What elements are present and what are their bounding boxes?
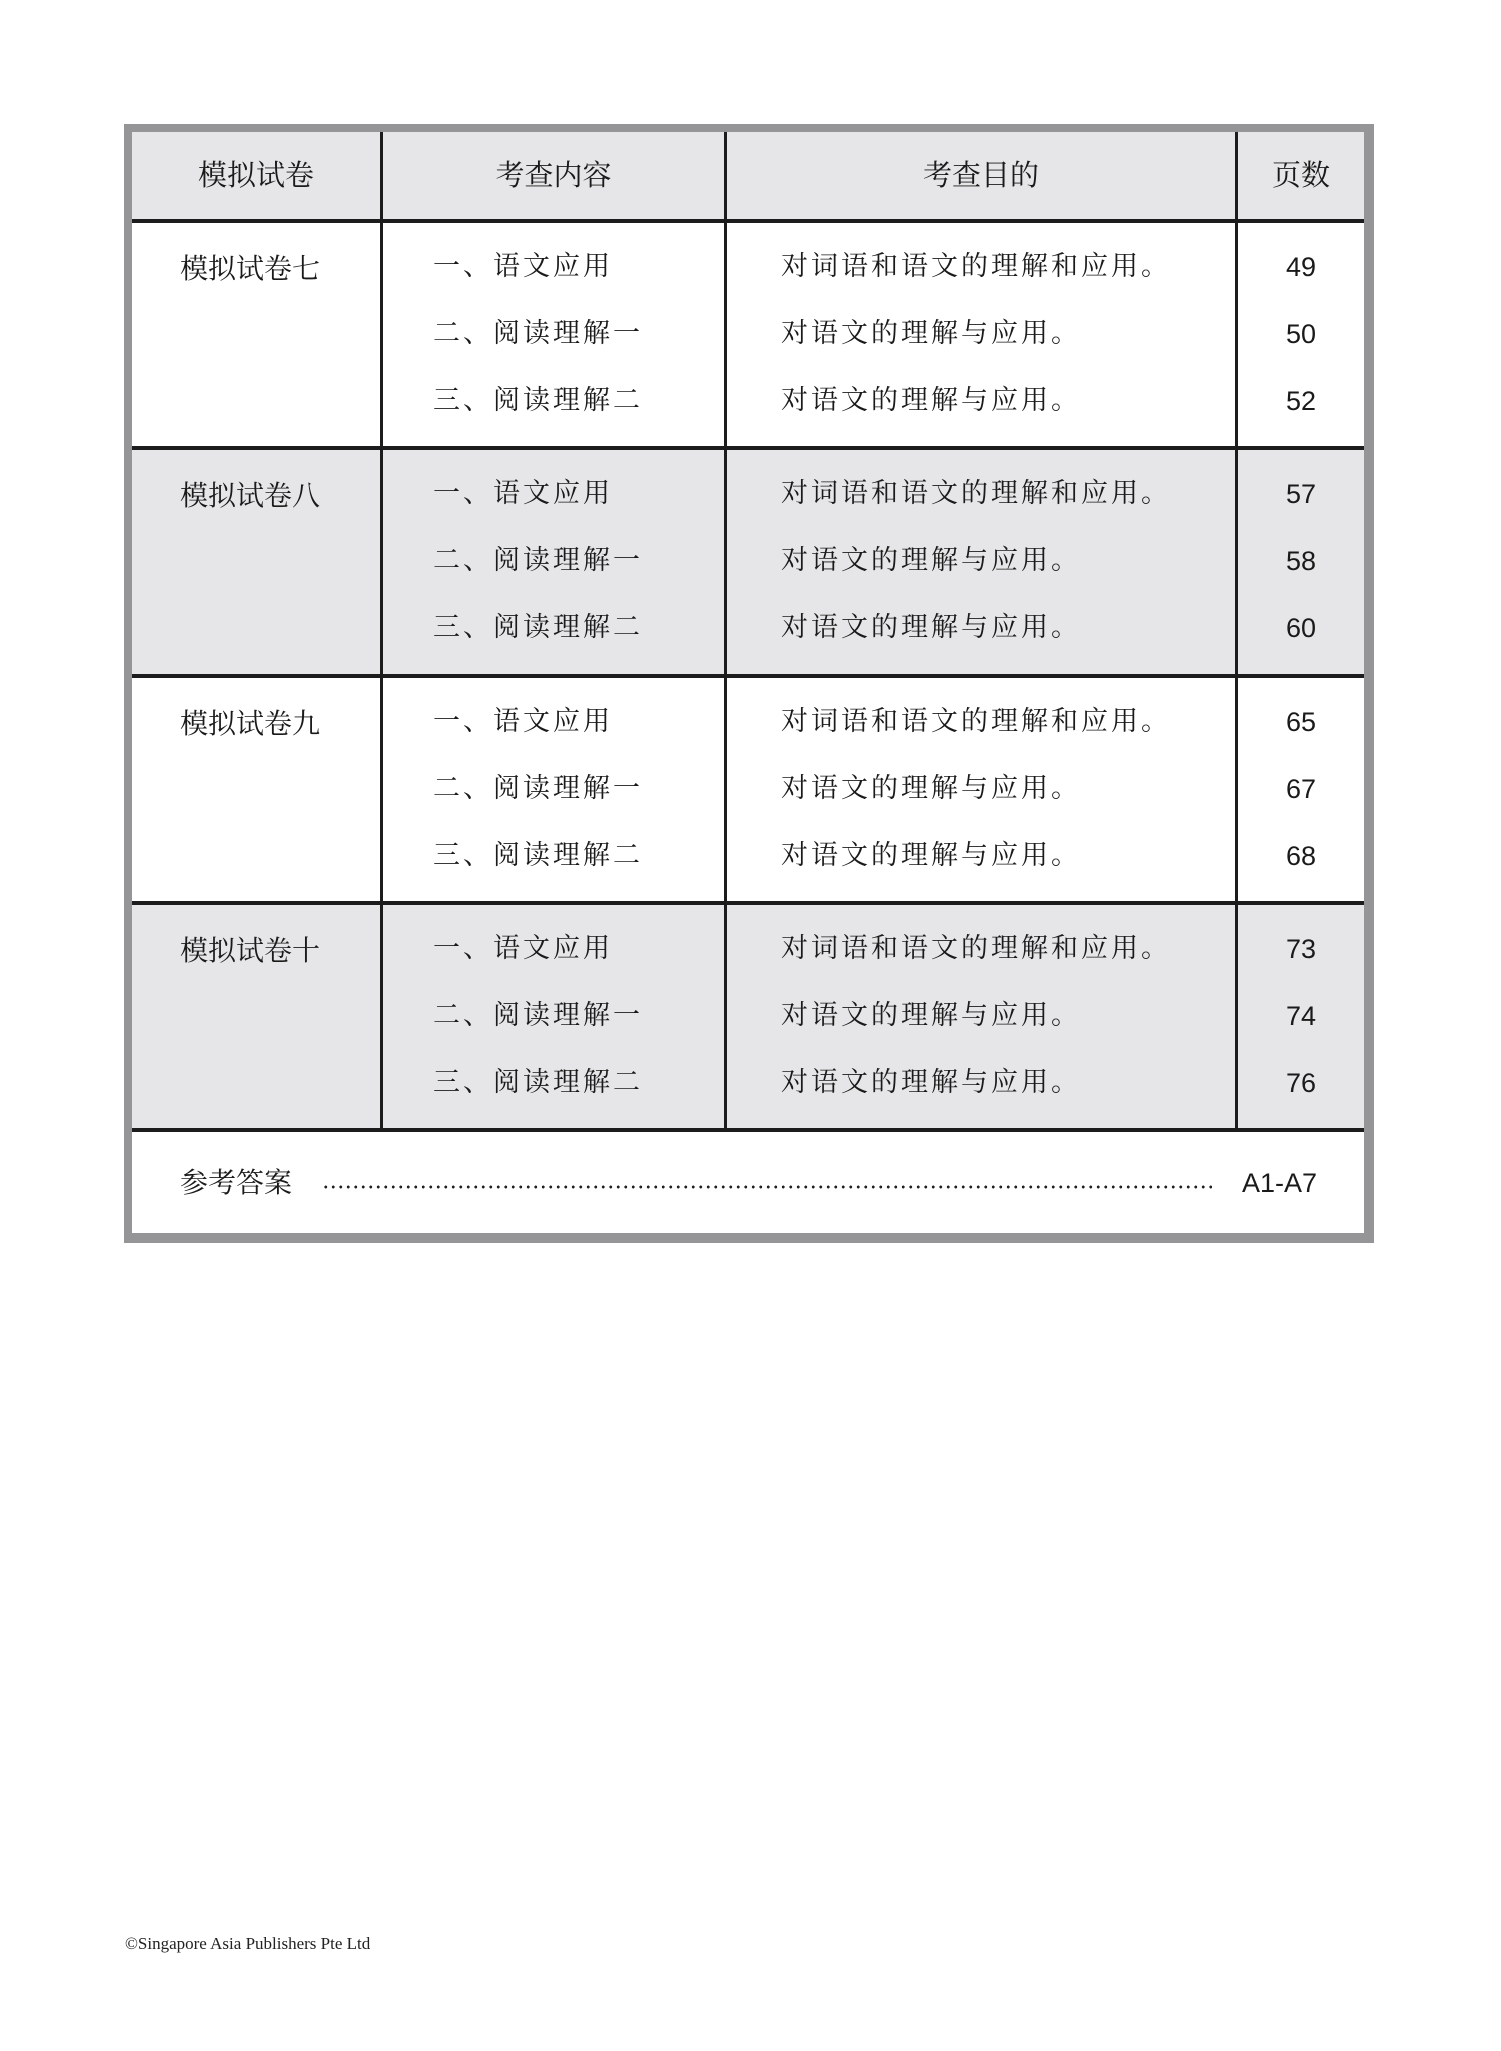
- column-divider: [380, 132, 383, 1130]
- purpose-cell: 对词语和语文的理解和应用。: [781, 478, 1171, 509]
- content-cell: 一、语文应用: [433, 706, 613, 737]
- answers-label: 参考答案: [180, 1166, 293, 1199]
- table-row: [132, 702, 1364, 742]
- paper-name: 模拟试卷七: [180, 252, 321, 285]
- rule-group-divider: [132, 901, 1364, 905]
- answers-pages: A1-A7: [1242, 1168, 1318, 1198]
- table-row: [132, 381, 1364, 421]
- page-cell: 67: [1285, 774, 1317, 804]
- page-cell: 65: [1285, 707, 1317, 737]
- purpose-cell: 对词语和语文的理解和应用。: [781, 933, 1171, 964]
- content-cell: 二、阅读理解一: [433, 318, 643, 349]
- table-row: [132, 769, 1364, 809]
- purpose-cell: 对语文的理解与应用。: [781, 773, 1081, 804]
- table-row: [132, 608, 1364, 648]
- page-cell: 76: [1285, 1068, 1317, 1098]
- group-paper-9: [132, 678, 1364, 901]
- page-cell: 74: [1285, 1001, 1317, 1031]
- paper-name: 模拟试卷九: [180, 707, 321, 740]
- purpose-cell: 对语文的理解与应用。: [781, 385, 1081, 416]
- table-row: [132, 929, 1364, 969]
- rule-under-header: [132, 219, 1364, 223]
- table-row: [132, 836, 1364, 876]
- content-cell: 二、阅读理解一: [433, 1000, 643, 1031]
- contents-table-frame: [124, 124, 1374, 1243]
- header-purpose: 考查目的: [922, 158, 1039, 192]
- content-cell: 二、阅读理解一: [433, 545, 643, 576]
- purpose-cell: 对语文的理解与应用。: [781, 545, 1081, 576]
- content-cell: 一、语文应用: [433, 933, 613, 964]
- table-header-row: [132, 132, 1364, 219]
- table-row: [132, 541, 1364, 581]
- column-divider: [1235, 132, 1238, 1130]
- table-row: [132, 247, 1364, 287]
- header-page: 页数: [1271, 158, 1330, 192]
- dotted-leader: [322, 1185, 1212, 1189]
- rule-group-divider: [132, 446, 1364, 450]
- content-cell: 一、语文应用: [433, 251, 613, 282]
- page-cell: 57: [1285, 479, 1317, 509]
- group-paper-10: [132, 905, 1364, 1128]
- copyright-notice: ©Singapore Asia Publishers Pte Ltd: [125, 1934, 371, 1953]
- group-paper-7: [132, 223, 1364, 446]
- purpose-cell: 对词语和语文的理解和应用。: [781, 706, 1171, 737]
- purpose-cell: 对语文的理解与应用。: [781, 1067, 1081, 1098]
- page-cell: 58: [1285, 546, 1317, 576]
- rule-group-divider: [132, 674, 1364, 678]
- table-row: [132, 996, 1364, 1036]
- content-cell: 三、阅读理解二: [433, 385, 643, 416]
- content-cell: 二、阅读理解一: [433, 773, 643, 804]
- content-cell: 一、语文应用: [433, 478, 613, 509]
- content-cell: 三、阅读理解二: [433, 612, 643, 643]
- purpose-cell: 对语文的理解与应用。: [781, 1000, 1081, 1031]
- group-paper-8: [132, 450, 1364, 674]
- page-cell: 50: [1285, 319, 1317, 349]
- page-cell: 60: [1285, 613, 1317, 643]
- column-divider: [724, 132, 727, 1130]
- header-paper: 模拟试卷: [197, 158, 314, 192]
- purpose-cell: 对语文的理解与应用。: [781, 318, 1081, 349]
- contents-table: [132, 132, 1364, 1233]
- page-cell: 49: [1285, 252, 1317, 282]
- content-cell: 三、阅读理解二: [433, 1067, 643, 1098]
- header-content: 考查内容: [495, 158, 612, 192]
- answers-row[interactable]: [132, 1130, 1364, 1233]
- paper-name: 模拟试卷十: [180, 934, 321, 967]
- page-cell: 52: [1285, 386, 1317, 416]
- table-row: [132, 1063, 1364, 1103]
- page-cell: 68: [1285, 841, 1317, 871]
- table-row: [132, 474, 1364, 514]
- paper-name: 模拟试卷八: [180, 479, 321, 512]
- page-cell: 73: [1285, 934, 1317, 964]
- table-row: [132, 314, 1364, 354]
- purpose-cell: 对词语和语文的理解和应用。: [781, 251, 1171, 282]
- purpose-cell: 对语文的理解与应用。: [781, 840, 1081, 871]
- content-cell: 三、阅读理解二: [433, 840, 643, 871]
- purpose-cell: 对语文的理解与应用。: [781, 612, 1081, 643]
